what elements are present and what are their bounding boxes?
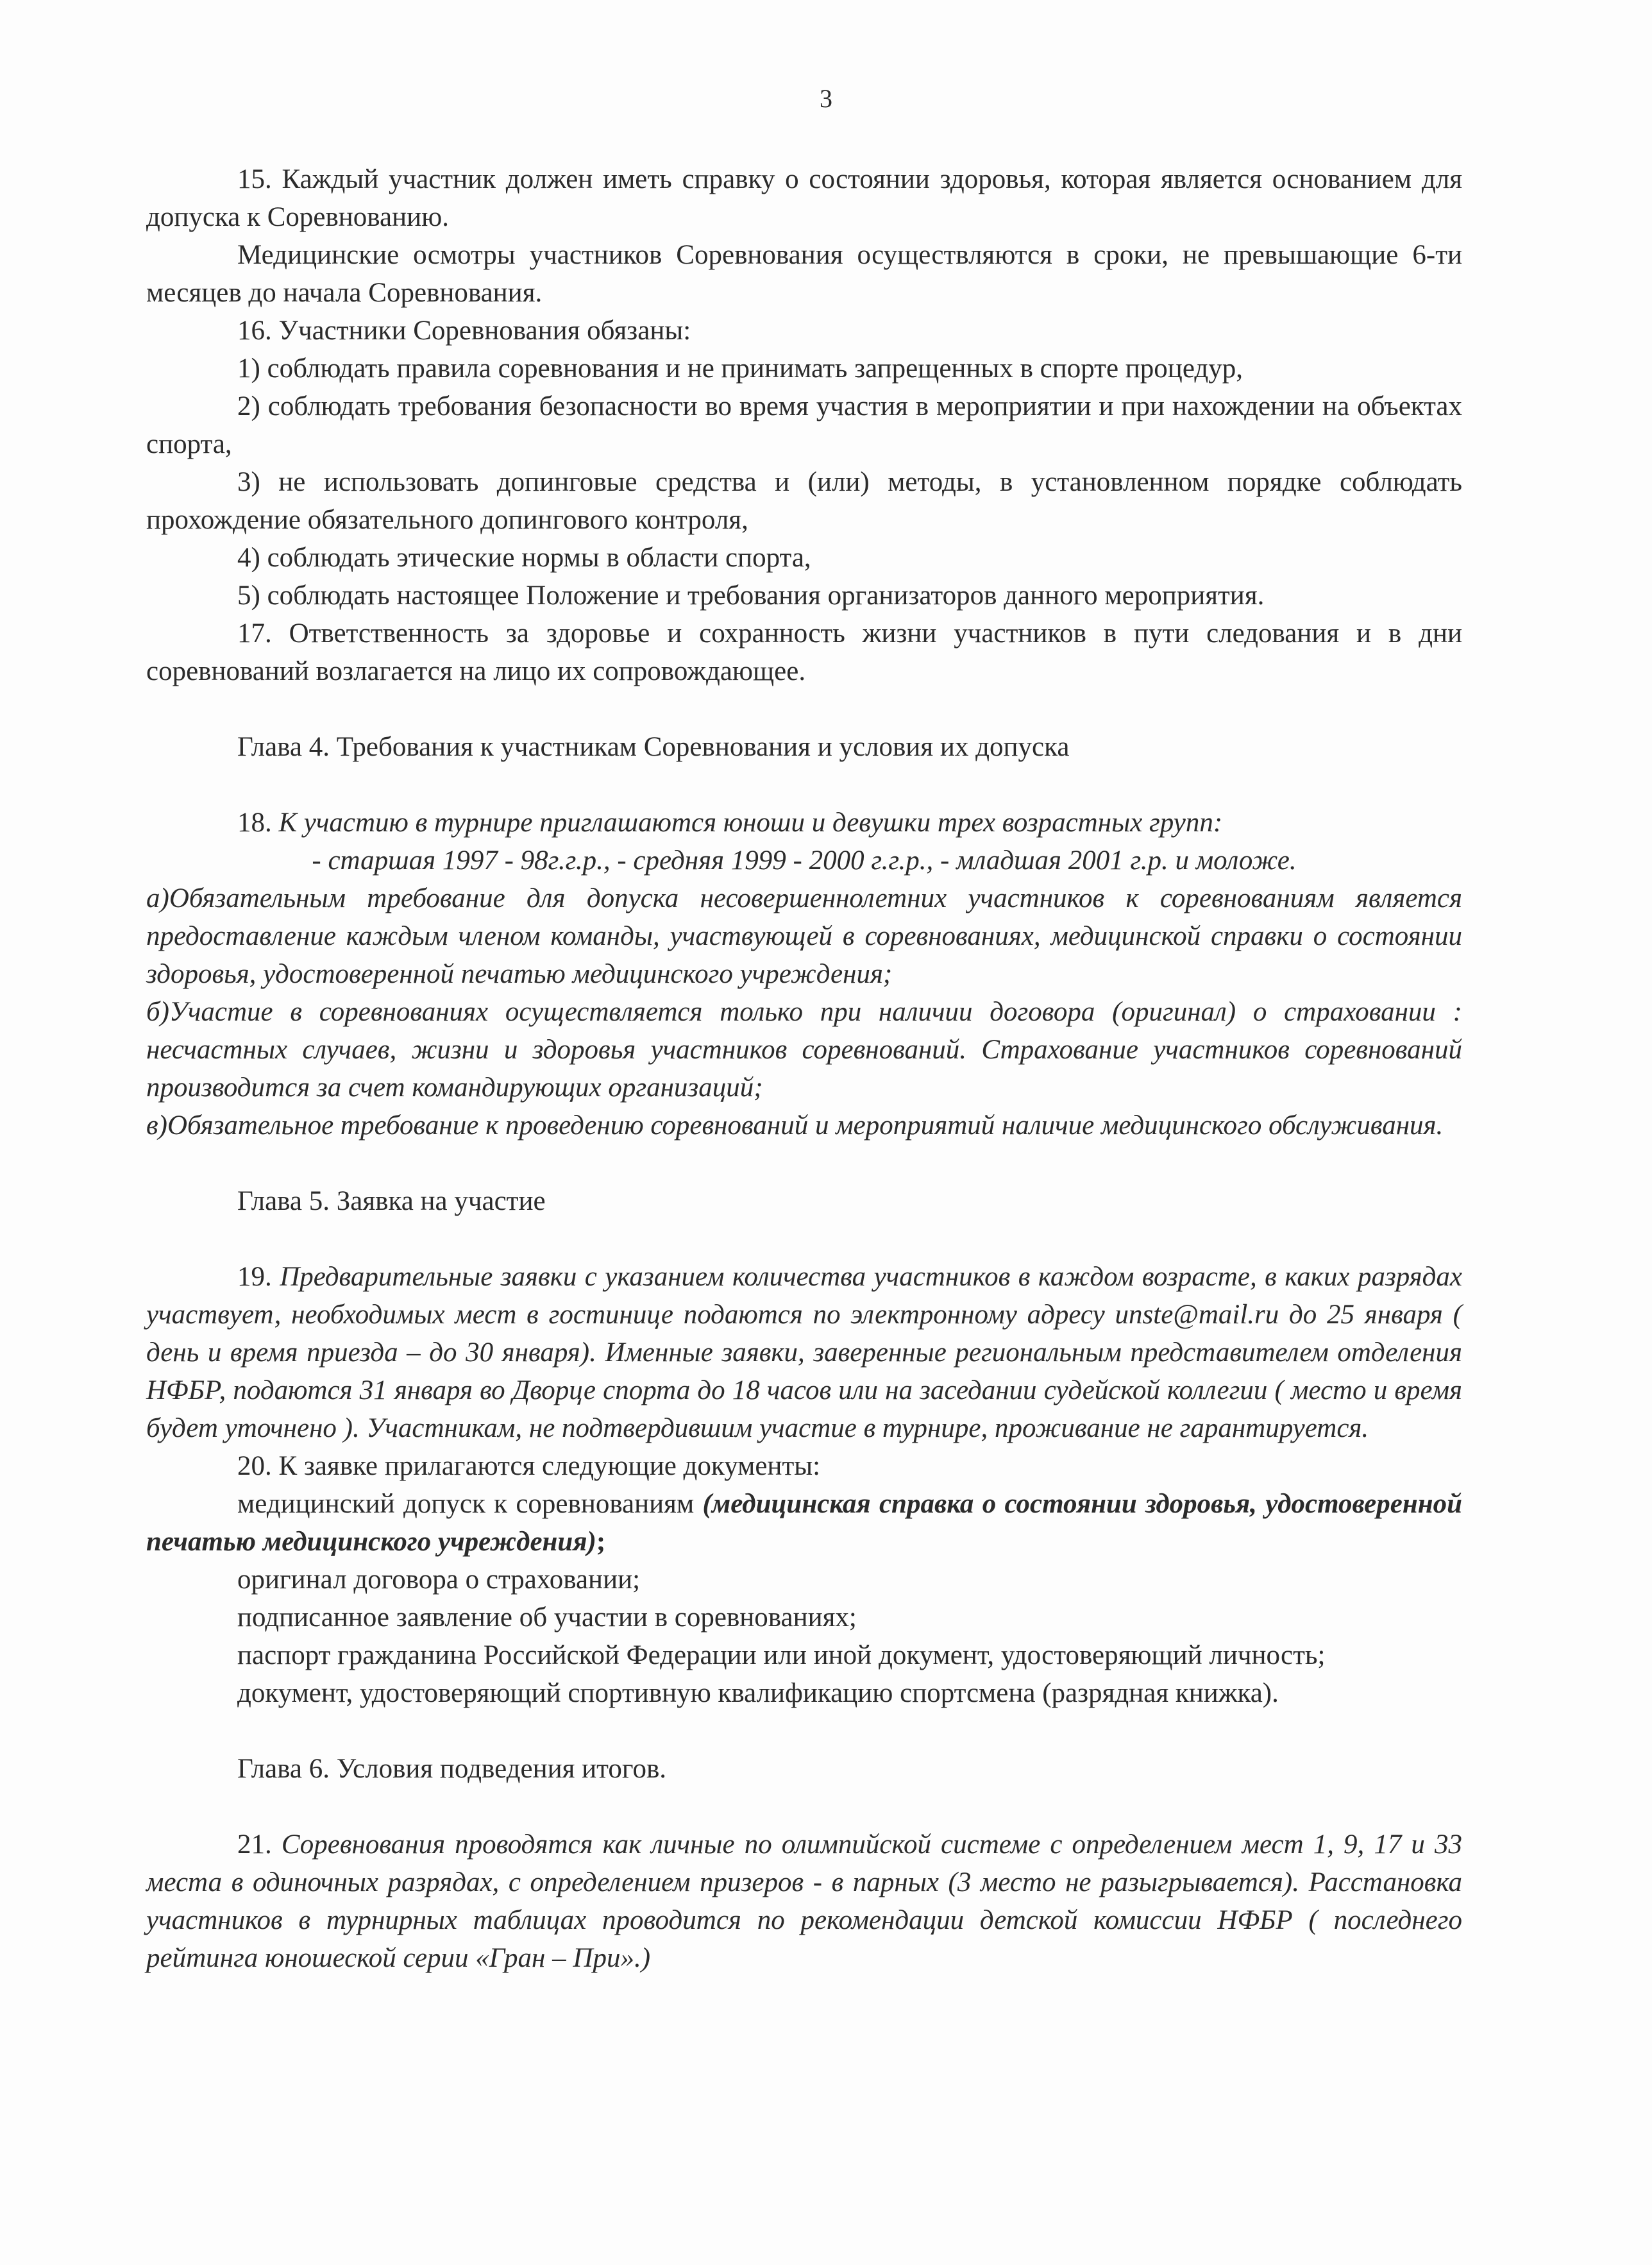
paragraph-18-number: 18.	[237, 808, 279, 838]
requirement-a: а)Обязательным требование для допуска несовершеннолетних участников к соревнованиям является предоставление каждым членом команды, участвующей в соревнованиях, медицинской справки о состоянии здоровья, удостоверенной печатью медицинского учреждения;	[146, 883, 1462, 989]
chapter-4-heading: Глава 4. Требования к участникам Соревнования и условия их допуска	[237, 732, 1070, 762]
requirement-c: в)Обязательное требование к проведению соревнований и мероприятий наличие медицинского обслуживания.	[146, 1110, 1444, 1141]
paragraph-16: 16. Участники Соревнования обязаны:	[237, 316, 691, 346]
requirement-b: б)Участие в соревнованиях осуществляется только при наличии договора (оригинал) о страховании : несчастных случаев, жизни и здоровья участников соревнований. Страхование участников соревнований производится за счет командирующих организаций;	[146, 997, 1462, 1103]
document-item-qualification: документ, удостоверяющий спортивную квалификацию спортсмена (разрядная книжка).	[237, 1678, 1279, 1708]
spacer	[146, 1144, 1462, 1182]
paragraph-16-item-2: 2) соблюдать требования безопасности во время участия в мероприятии и при нахождении на объектах спорта,	[146, 391, 1462, 459]
document-item-medical	[146, 1485, 1462, 1561]
page-number: 3	[820, 84, 832, 113]
document-item-passport: паспорт гражданина Российской Федерации или иной документ, удостоверяющий личность;	[237, 1640, 1326, 1670]
document-item-application: подписанное заявление об участии в соревнованиях;	[237, 1602, 857, 1633]
paragraph-16-item-1: 1) соблюдать правила соревнования и не принимать запрещенных в спорте процедур,	[237, 353, 1243, 384]
spacer	[146, 1712, 1462, 1750]
chapter-6-heading: Глава 6. Условия подведения итогов.	[237, 1754, 666, 1784]
paragraph-21-text: Соревнования проводятся как личные по олимпийской системе с определением мест 1, 9, 17 и 33 места в одиночных разрядах, с определением призеров - в парных (3 место не разыгрывается). Расстановка участников в турнирных таблицах проводится по рекомендации детской комиссии НФБР ( последнего рейтинга юношеской серии «Гран – При».)	[146, 1829, 1463, 1973]
paragraph-21-number: 21.	[237, 1829, 282, 1860]
paragraph-20: 20. К заявке прилагаются следующие документы:	[237, 1451, 821, 1481]
paragraph-16-item-5: 5) соблюдать настоящее Положение и требования организаторов данного мероприятия.	[237, 581, 1265, 611]
chapter-5-heading: Глава 5. Заявка на участие	[237, 1186, 546, 1216]
spacer	[146, 690, 1462, 728]
paragraph-15-medical: Медицинские осмотры участников Соревнования осуществляются в сроки, не превышающие 6-ти месяцев до начала Соревнования.	[146, 240, 1462, 308]
document-item-medical-plain: медицинский допуск к соревнованиям	[237, 1489, 703, 1519]
document-item-insurance: оригинал договора о страховании;	[237, 1565, 641, 1595]
paragraph-16-item-4: 4) соблюдать этические нормы в области спорта,	[237, 543, 811, 573]
paragraph-21	[146, 1826, 1462, 1977]
paragraph-19	[146, 1258, 1462, 1447]
spacer	[146, 766, 1462, 804]
paragraph-16-item-3: 3) не использовать допинговые средства и (или) методы, в установленном порядке соблюдать прохождение обязательного допингового контроля,	[146, 467, 1462, 535]
document-item-medical-end: ;	[596, 1527, 606, 1557]
paragraph-18-text: К участию в турнире приглашаются юноши и девушки трех возрастных групп:	[278, 808, 1223, 838]
paragraph-18	[146, 804, 1462, 842]
document-body	[146, 160, 1462, 1977]
paragraph-17: 17. Ответственность за здоровье и сохранность жизни участников в пути следования и в дни соревнований возлагается на лицо их сопровождающее.	[146, 618, 1462, 686]
paragraph-19-number: 19.	[237, 1262, 280, 1292]
age-groups: - старшая 1997 - 98г.г.р., - средняя 1999 - 2000 г.г.р., - младшая 2001 г.р. и моложе.	[312, 845, 1297, 876]
paragraph-19-text: Предварительные заявки с указанием количества участников в каждом возрасте, в каких разрядах участвует, необходимых мест в гостинице подаются по электронному адресу unste@mail.ru до 25 января ( день и время приезда – до 30 января). Именные заявки, заверенные региональным представителем отделения НФБР, подаются 31 января во Дворце спорта до 18 часов или на заседании судейской коллегии ( место и время будет уточнено ). Участникам, не подтвердившим участие в турнире, проживание не гарантируется.	[146, 1262, 1462, 1443]
admission-requirements	[146, 879, 1462, 1144]
paragraph-15: 15. Каждый участник должен иметь справку о состоянии здоровья, которая является основанием для допуска к Соревнованию.	[146, 164, 1462, 232]
spacer	[146, 1788, 1462, 1826]
spacer	[146, 1220, 1462, 1258]
document-item-medical-bold: (медицинская справка о состоянии здоровья, удостоверенной печатью медицинского учреждения)	[146, 1489, 1462, 1557]
